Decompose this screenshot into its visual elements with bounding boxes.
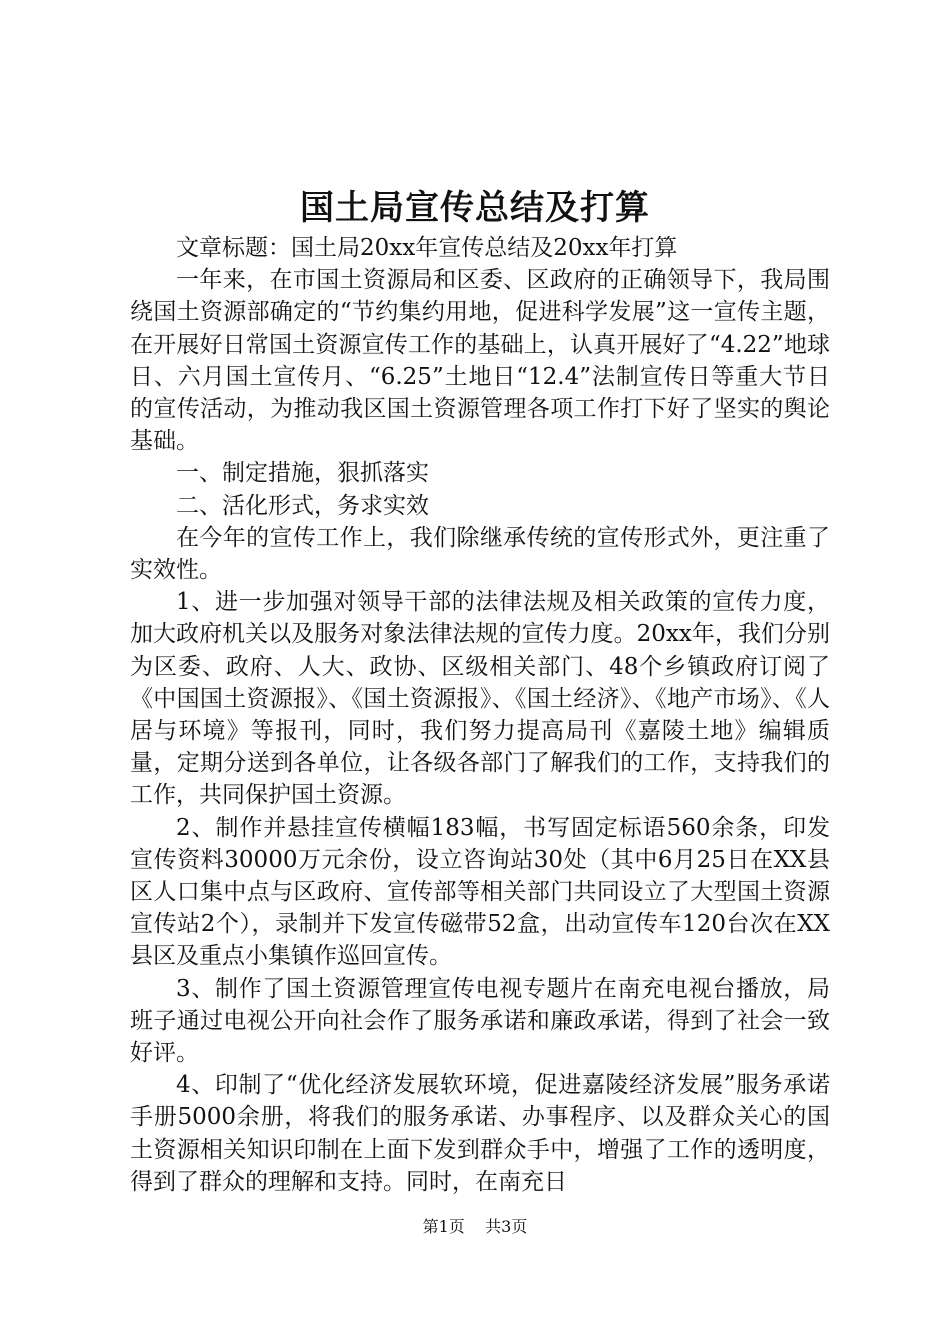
document-title: 国土局宣传总结及打算 (300, 188, 650, 228)
list-item-4: 4、印制了“优化经济发展软环境，促进嘉陵经济发展”服务承诺手册5000余册，将我们的服务承诺、办事程序、以及群众关心的国土资源相关知识印制在上面下发到群众手中，增强了工作的透明度，得到了群众的理解和支持。同时，在南充日 (130, 1072, 830, 1195)
page-number-separator (470, 1217, 480, 1236)
list-item-3: 3、制作了国土资源管理宣传电视专题片在南充电视台播放，局班子通过电视公开向社会作了服务承诺和廉政承诺，得到了社会一致好评。 (130, 975, 830, 1067)
section-heading-1: 一、制定措施，狠抓落实 (176, 460, 429, 487)
page-number-total: 共3页 (485, 1217, 528, 1236)
list-item-2: 2、制作并悬挂宣传横幅183幅，书写固定标语560余条，印发宣传资料30000万元余份，设立咨询站30处（其中6月25日在XX县区人口集中点与区政府、宣传部等相关部门共同设立了大型国土资源宣传站2个），录制并下发宣传磁带52盒，出动宣传车120台次在XX县区及重点小集镇作巡回宣传。 (130, 814, 830, 970)
list-item-1: 1、进一步加强对领导干部的法律法规及相关政策的宣传力度，加大政府机关以及服务对象法律法规的宣传力度。20xx年，我们分别为区委、政府、人大、政协、区级相关部门、48个乡镇政府订阅了《中国国土资源报》、《国土资源报》、《国土经济》、《地产市场》、《人居与环境》等报刊，同时，我们努力提高局刊《嘉陵土地》编辑质量，定期分送到各单位，让各级各部门了解我们的工作，支持我们的工作，共同保护国土资源。 (130, 589, 830, 809)
page-footer (0, 1216, 950, 1238)
body-paragraph: 在今年的宣传工作上，我们除继承传统的宣传形式外，更注重了实效性。 (130, 524, 830, 584)
article-heading-line: 文章标题：国土局20xx年宣传总结及20xx年打算 (176, 235, 678, 261)
intro-paragraph: 一年来，在市国土资源局和区委、区政府的正确领导下，我局围绕国土资源部确定的“节约集约用地，促进科学发展”这一宣传主题，在开展好日常国土资源宣传工作的基础上，认真开展好了“4.22”地球日、六月国土宣传月、“6.25”土地日“12.4”法制宣传日等重大节日的宣传活动，为推动我区国土资源管理各项工作打下好了坚实的舆论基础。 (130, 267, 830, 455)
section-heading-2: 二、活化形式，务求实效 (176, 492, 429, 519)
page-number-current: 第1页 (422, 1217, 465, 1236)
document-body (130, 232, 830, 1198)
